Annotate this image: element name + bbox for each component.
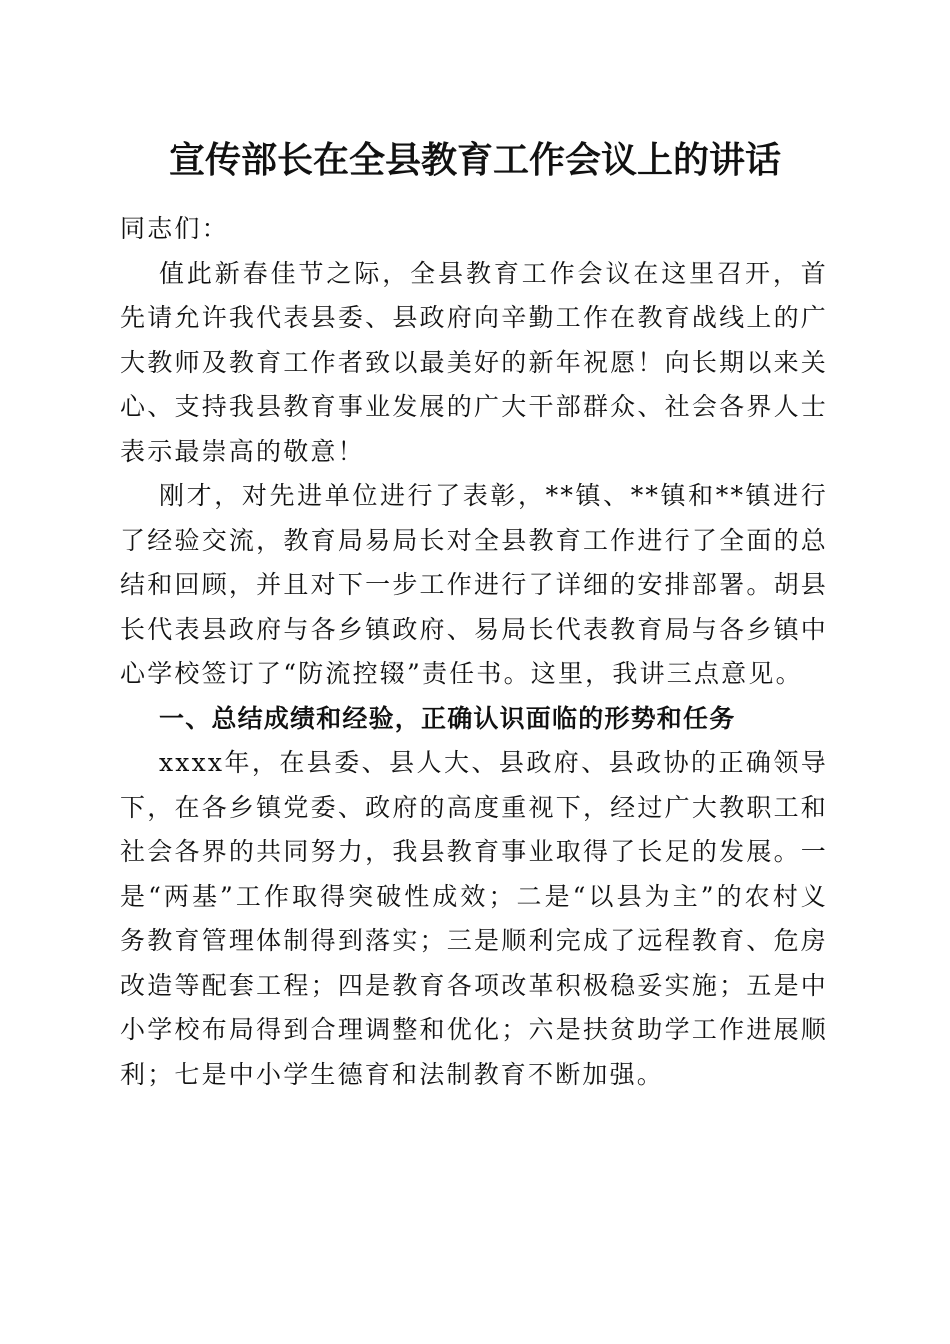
paragraph-opening: 值此新春佳节之际，全县教育工作会议在这里召开，首先请允许我代表县委、县政府向辛勤工作在教育战线上的广大教师及教育工作者致以最美好的新年祝愿！向长期以来关心、支持我县教育事业发展的广大干部群众、社会各界人士表示最崇高的敬意！ bbox=[120, 258, 828, 466]
paragraph-achievements: xxxx年，在县委、县人大、县政府、县政协的正确领导下，在各乡镇党委、政府的高度重视下，经过广大教职工和社会各界的共同努力，我县教育事业取得了长足的发展。一是“两基”工作取得突破性成效；二是“以县为主”的农村义务教育管理体制得到落实；三是顺利完成了远程教育、危房改造等配套工程；四是教育各项改革积极稳妥实施；五是中小学校布局得到合理调整和优化；六是扶贫助学工作进展顺利；七是中小学生德育和法制教育不断加强。 bbox=[120, 748, 828, 1089]
section-heading: 一、总结成绩和经验，正确认识面临的形势和任务 bbox=[159, 703, 736, 733]
paragraph-review: 刚才，对先进单位进行了表彰，**镇、**镇和**镇进行了经验交流，教育局易局长对全县教育工作进行了全面的总结和回顾，并且对下一步工作进行了详细的安排部署。胡县长代表县政府与各乡镇政府、易局长代表教育局与各乡镇中心学校签订了“防流控辍”责任书。这里，我讲三点意见。 bbox=[120, 481, 828, 688]
document-body bbox=[120, 207, 828, 1097]
document-title: 宣传部长在全县教育工作会议上的讲话 bbox=[168, 139, 781, 181]
salutation: 同志们： bbox=[120, 214, 229, 243]
